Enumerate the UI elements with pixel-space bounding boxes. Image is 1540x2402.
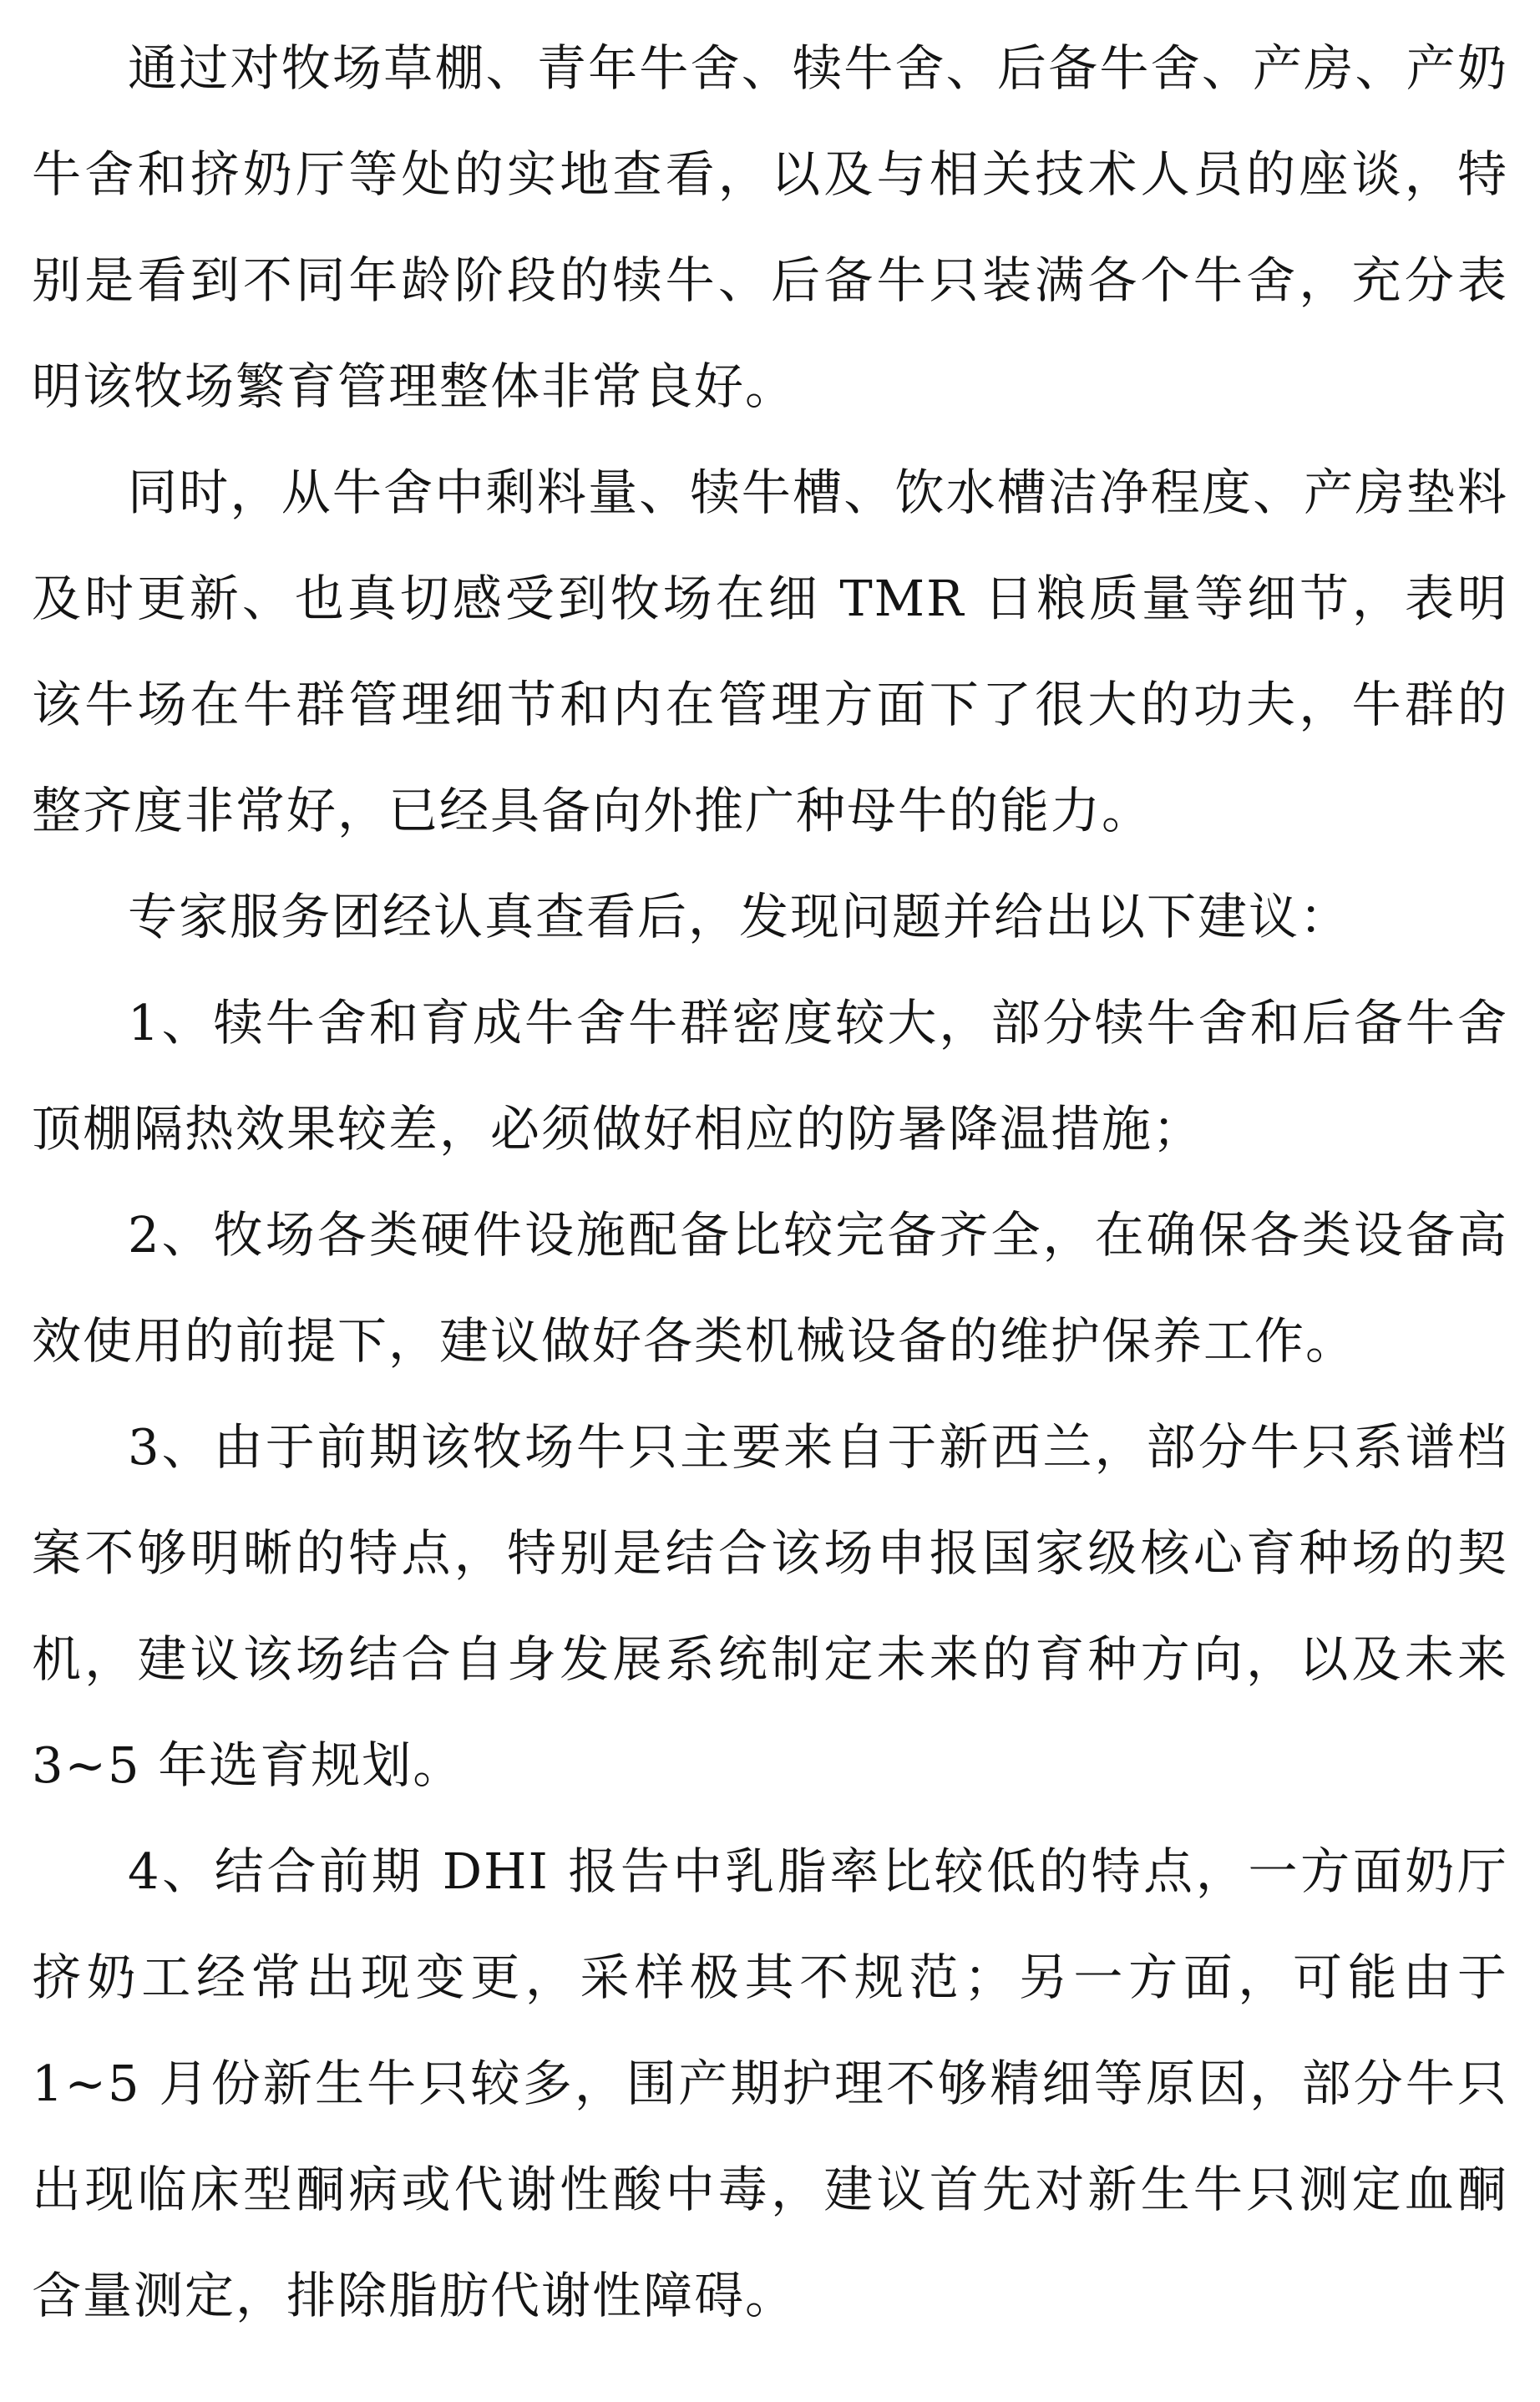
paragraph-suggestion-1: 1、犊牛舍和育成牛舍牛群密度较大，部分犊牛舍和后备牛舍顶棚隔热效果较差，必须做好相应的防暑降温措施； bbox=[32, 994, 1508, 1158]
paragraph-suggestion-2: 2、牧场各类硬件设施配备比较完备齐全，在确保各类设备高效使用的前提下，建议做好各类机械设备的维护保养工作。 bbox=[32, 1206, 1508, 1370]
document-body bbox=[32, 15, 1508, 2349]
paragraph-suggestions-intro: 专家服务团经认真查看后，发现问题并给出以下建议： bbox=[128, 888, 1351, 945]
paragraph-suggestion-4: 4、结合前期 DHI 报告中乳脂率比较低的特点，一方面奶厅挤奶工经常出现变更，采样极其不规范；另一方面，可能由于 1~5 月份新生牛只较多，围产期护理不够精细等原因，部分牛只出现临床型酮病或代谢性酸中毒，建议首先对新生牛只测定血酮含量测定，排除脂肪代谢性障碍。 bbox=[32, 1842, 1508, 2324]
paragraph-suggestion-3: 3、由于前期该牧场牛只主要来自于新西兰，部分牛只系谱档案不够明晰的特点，特别是结合该场申报国家级核心育种场的契机，建议该场结合自身发展系统制定未来的育种方向，以及未来 3~5 年选育规划。 bbox=[32, 1418, 1508, 1794]
paragraph-management-details: 同时，从牛舍中剩料量、犊牛槽、饮水槽洁净程度、产房垫料及时更新、也真切感受到牧场在细 TMR 日粮质量等细节，表明该牛场在牛群管理细节和内在管理方面下了很大的功夫，牛群的整齐度非常好，已经具备向外推广种母牛的能力。 bbox=[32, 464, 1508, 839]
paragraph-site-inspection: 通过对牧场草棚、青年牛舍、犊牛舍、后备牛舍、产房、产奶牛舍和挤奶厅等处的实地查看，以及与相关技术人员的座谈，特别是看到不同年龄阶段的犊牛、后备牛只装满各个牛舍，充分表明该牧场繁育管理整体非常良好。 bbox=[32, 39, 1508, 415]
